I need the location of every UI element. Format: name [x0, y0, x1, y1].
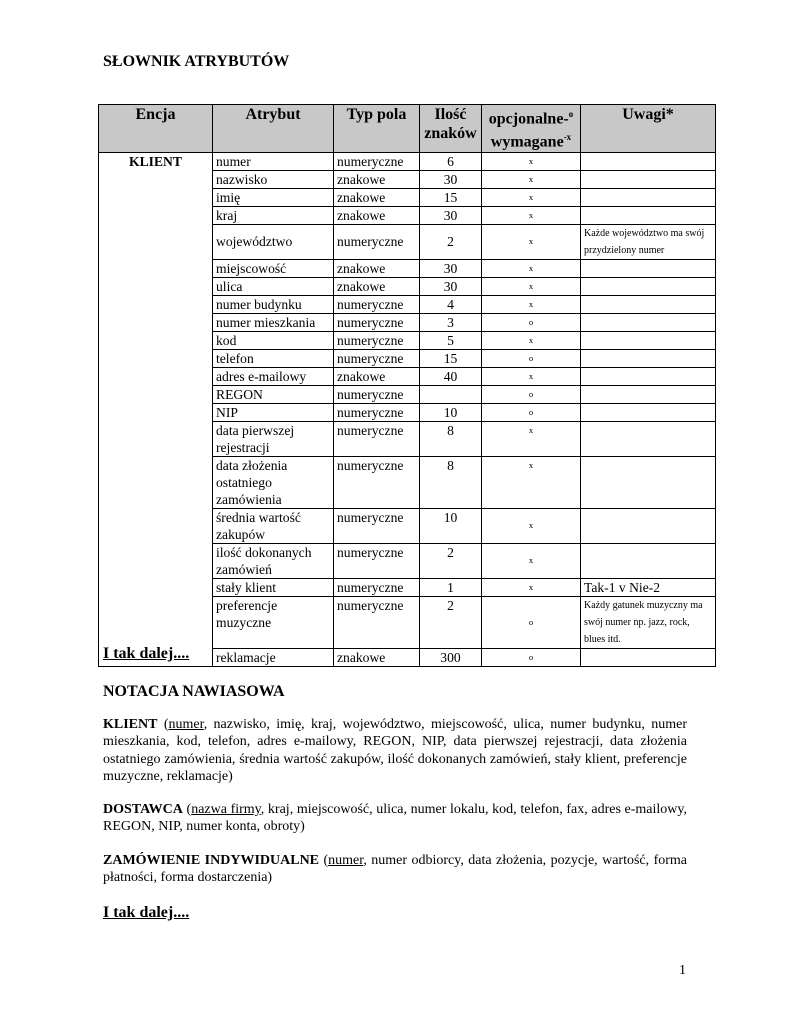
- note-cell: [581, 295, 716, 313]
- note-cell: [581, 277, 716, 295]
- required-flag-cell: x: [482, 188, 581, 206]
- primary-key: numer: [168, 717, 204, 732]
- type-cell: numeryczne: [334, 456, 420, 508]
- length-cell: 30: [420, 170, 482, 188]
- note-cell: [581, 421, 716, 456]
- entity-name: KLIENT: [103, 717, 158, 732]
- length-cell: 30: [420, 277, 482, 295]
- header-opc-sup2: -x: [563, 132, 572, 143]
- note-cell: [581, 170, 716, 188]
- attribute-list: , nazwisko, imię, kraj, województwo, miejscowość, ulica, numer budynku, numer mieszkania, kod, telefon, adres e-mailowy, REGON, NIP, data pierwszej rejestracji, data złożenia ostatniego zamówienia, średnia wartość zakupów, ilość dokonanych zamówień, stały klient, preferencje muzyczne, reklamacje): [103, 717, 687, 784]
- attribute-cell: reklamacje: [213, 648, 334, 666]
- attribute-cell: NIP: [213, 403, 334, 421]
- length-cell: 15: [420, 188, 482, 206]
- required-flag-cell: x: [482, 456, 581, 508]
- required-flag-cell: o: [482, 313, 581, 331]
- attribute-cell: imię: [213, 188, 334, 206]
- attribute-cell: nazwisko: [213, 170, 334, 188]
- length-cell: 8: [420, 456, 482, 508]
- header-opc-line2: wymagane: [490, 133, 564, 151]
- entity-name: DOSTAWCA: [103, 802, 183, 817]
- attribute-cell: kod: [213, 331, 334, 349]
- table-header-row: [99, 105, 716, 153]
- required-flag-cell: x: [482, 170, 581, 188]
- attribute-cell: ulica: [213, 277, 334, 295]
- required-flag-cell: x: [482, 152, 581, 170]
- note-cell: [581, 508, 716, 543]
- length-cell: 8: [420, 421, 482, 456]
- bracket-open: (: [319, 853, 329, 868]
- type-cell: numeryczne: [334, 331, 420, 349]
- type-cell: znakowe: [334, 206, 420, 224]
- required-flag-cell: o: [482, 403, 581, 421]
- attribute-cell: stały klient: [213, 578, 334, 596]
- required-flag-cell: o: [482, 596, 581, 648]
- attribute-cell: województwo: [213, 224, 334, 259]
- type-cell: numeryczne: [334, 349, 420, 367]
- required-flag-cell: x: [482, 367, 581, 385]
- attribute-cell: telefon: [213, 349, 334, 367]
- length-cell: 6: [420, 152, 482, 170]
- note-cell: [581, 188, 716, 206]
- dostawca-notation: [103, 801, 687, 836]
- required-flag-cell: x: [482, 277, 581, 295]
- attribute-cell: preferencje muzyczne: [213, 596, 334, 648]
- required-flag-cell: o: [482, 385, 581, 403]
- note-cell: [581, 259, 716, 277]
- header-opcjonalne-wymagane: [482, 105, 581, 153]
- length-cell: 2: [420, 543, 482, 578]
- length-cell: 2: [420, 596, 482, 648]
- type-cell: znakowe: [334, 648, 420, 666]
- note-cell: [581, 331, 716, 349]
- type-cell: numeryczne: [334, 385, 420, 403]
- attribute-cell: miejscowość: [213, 259, 334, 277]
- primary-key: nazwa firmy: [191, 802, 261, 817]
- required-flag-cell: x: [482, 224, 581, 259]
- required-flag-cell: x: [482, 578, 581, 596]
- required-flag-cell: x: [482, 421, 581, 456]
- type-cell: numeryczne: [334, 578, 420, 596]
- required-flag-cell: x: [482, 331, 581, 349]
- primary-key: numer: [328, 853, 364, 868]
- continuation-note-2: I tak dalej....: [103, 904, 190, 921]
- note-cell: [581, 367, 716, 385]
- attribute-list: , numer odbiorcy, data złożenia, pozycje, wartość, forma płatności, forma dostarczenia): [103, 853, 687, 886]
- required-flag-cell: x: [482, 508, 581, 543]
- attribute-cell: data pierwszej rejestracji: [213, 421, 334, 456]
- type-cell: numeryczne: [334, 313, 420, 331]
- attribute-cell: średnia wartość zakupów: [213, 508, 334, 543]
- type-cell: znakowe: [334, 277, 420, 295]
- note-cell: [581, 456, 716, 508]
- attribute-cell: REGON: [213, 385, 334, 403]
- header-atrybut: Atrybut: [213, 105, 334, 153]
- note-cell: [581, 313, 716, 331]
- type-cell: numeryczne: [334, 421, 420, 456]
- page-number: 1: [679, 963, 686, 978]
- table-row: [99, 152, 716, 170]
- header-encja: Encja: [99, 105, 213, 153]
- note-cell: Każdy gatunek muzyczny ma swój numer np. jazz, rock, blues itd.: [581, 596, 716, 648]
- note-cell: [581, 349, 716, 367]
- type-cell: numeryczne: [334, 508, 420, 543]
- length-cell: 300: [420, 648, 482, 666]
- required-flag-cell: x: [482, 543, 581, 578]
- required-flag-cell: x: [482, 206, 581, 224]
- length-cell: 30: [420, 206, 482, 224]
- type-cell: znakowe: [334, 367, 420, 385]
- length-cell: 5: [420, 331, 482, 349]
- attribute-cell: numer budynku: [213, 295, 334, 313]
- header-ilosc-line1: Ilość: [434, 106, 467, 123]
- attribute-cell: ilość dokonanych zamówień: [213, 543, 334, 578]
- type-cell: numeryczne: [334, 403, 420, 421]
- length-cell: [420, 385, 482, 403]
- header-uwagi: Uwagi*: [581, 105, 716, 153]
- required-flag-cell: o: [482, 349, 581, 367]
- type-cell: znakowe: [334, 170, 420, 188]
- type-cell: numeryczne: [334, 543, 420, 578]
- page-title: SŁOWNIK ATRYBUTÓW: [103, 53, 290, 70]
- note-cell: [581, 403, 716, 421]
- length-cell: 30: [420, 259, 482, 277]
- required-flag-cell: x: [482, 259, 581, 277]
- required-flag-cell: o: [482, 648, 581, 666]
- note-cell: [581, 152, 716, 170]
- attribute-cell: data złożenia ostatniego zamówienia: [213, 456, 334, 508]
- header-opc-sup1: o: [568, 109, 574, 119]
- type-cell: znakowe: [334, 188, 420, 206]
- type-cell: znakowe: [334, 259, 420, 277]
- attribute-list: , kraj, miejscowość, ulica, numer lokalu, kod, telefon, fax, adres e-mailowy, REGON, NIP, numer konta, obroty): [103, 802, 687, 835]
- length-cell: 10: [420, 403, 482, 421]
- type-cell: numeryczne: [334, 295, 420, 313]
- header-typ-pola: Typ pola: [334, 105, 420, 153]
- zamowienie-notation: [103, 852, 687, 887]
- attribute-cell: adres e-mailowy: [213, 367, 334, 385]
- length-cell: 15: [420, 349, 482, 367]
- length-cell: 2: [420, 224, 482, 259]
- note-cell: Każde województwo ma swój przydzielony numer: [581, 224, 716, 259]
- header-ilosc-line2: znaków: [424, 125, 477, 142]
- length-cell: 3: [420, 313, 482, 331]
- length-cell: 40: [420, 367, 482, 385]
- entity-name: ZAMÓWIENIE INDYWIDUALNE: [103, 853, 320, 868]
- length-cell: 4: [420, 295, 482, 313]
- type-cell: numeryczne: [334, 224, 420, 259]
- header-opc-line1: opcjonalne-: [488, 110, 569, 128]
- length-cell: 1: [420, 578, 482, 596]
- bracket-open: (: [157, 717, 169, 732]
- length-cell: 10: [420, 508, 482, 543]
- note-cell: [581, 206, 716, 224]
- note-cell: [581, 385, 716, 403]
- required-flag-cell: x: [482, 295, 581, 313]
- type-cell: numeryczne: [334, 596, 420, 648]
- attribute-cell: numer mieszkania: [213, 313, 334, 331]
- klient-notation: [103, 716, 687, 785]
- attribute-cell: kraj: [213, 206, 334, 224]
- header-ilosc-znakow: [420, 105, 482, 153]
- note-cell: [581, 648, 716, 666]
- continuation-note-1: I tak dalej....: [103, 645, 190, 662]
- note-cell: Tak-1 v Nie-2: [581, 578, 716, 596]
- note-cell: [581, 543, 716, 578]
- attribute-cell: numer: [213, 152, 334, 170]
- bracket-open: (: [182, 802, 192, 817]
- entity-cell: KLIENT: [99, 152, 213, 666]
- type-cell: numeryczne: [334, 152, 420, 170]
- notation-heading: NOTACJA NAWIASOWA: [103, 683, 285, 700]
- attribute-dictionary-table: [98, 104, 716, 667]
